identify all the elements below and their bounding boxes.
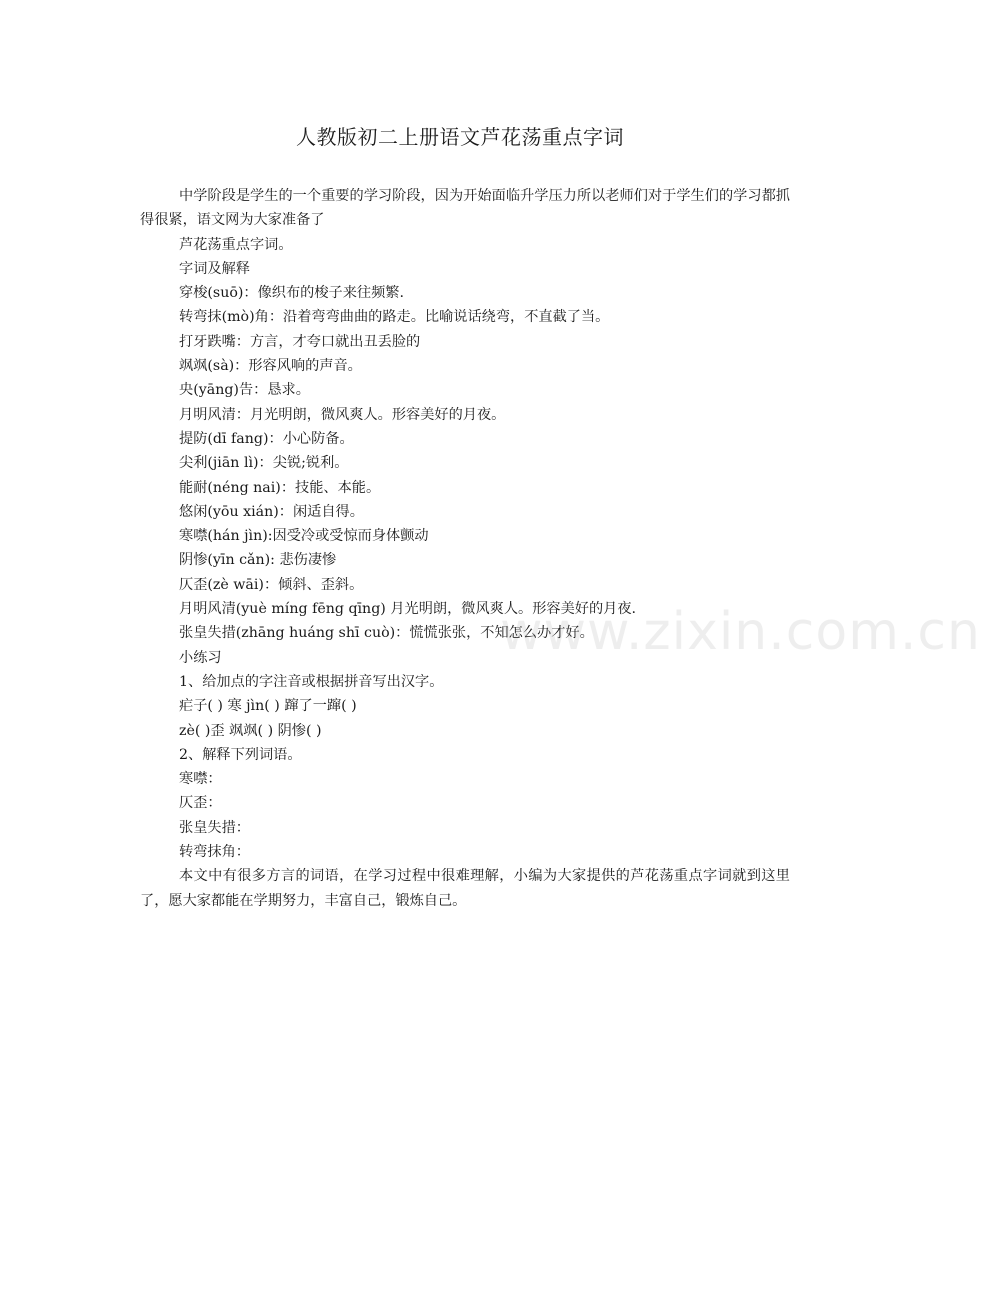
content-line: 打牙跌嘴：方言，才夸口就出丑丢脸的 [179,333,421,350]
closing-paragraph: 本文中有很多方言的词语，在学习过程中很难理解，小编为大家提供的芦花荡重点字词就到这里了，愿大家都能在学期努力，丰富自己，锻炼自己。 [140,868,790,909]
content-line: 央(yāng)告：恳求。 [179,382,310,399]
watermark: www.zixin.com.cn [500,602,981,662]
content-line: 芦花荡重点字词。 [179,236,293,253]
content-lines [140,233,790,865]
content-line: 阴惨(yīn cǎn): 悲伤凄惨 [179,552,337,569]
content-line: 转弯抹角： [179,844,250,861]
content-line: 1、给加点的字注音或根据拼音写出汉字。 [179,673,444,690]
document-title: 人教版初二上册语文芦花荡重点字词 [296,125,624,149]
document-body [140,184,790,913]
content-line: 疟子( ) 寒 jìn( ) 蹿了一蹿( ) [179,698,357,715]
content-line: 转弯抹(mò)角：沿着弯弯曲曲的路走。比喻说话绕弯，不直截了当。 [179,309,610,326]
content-line: 小练习 [179,649,222,666]
content-line: 月明风清(yuè míng fēng qīng) 月光明朗，微风爽人。形容美好的月夜. [179,601,637,618]
content-line: 仄歪： [179,795,222,812]
content-line: 能耐(néng nai)：技能、本能。 [179,479,381,496]
content-line: zè( )歪 飒飒( ) 阴惨( ) [179,722,322,739]
content-line: 2、解释下列词语。 [179,746,302,763]
content-line: 穿梭(suō)：像织布的梭子来往频繁. [179,285,404,302]
content-line: 寒噤(hán jìn):因受冷或受惊而身体颤动 [179,528,429,545]
content-line: 寒噤： [179,771,222,788]
content-line: 尖利(jiān lì)：尖锐;锐利。 [179,455,349,472]
content-line: 提防(dī fang)：小心防备。 [179,430,354,447]
intro-paragraph: 中学阶段是学生的一个重要的学习阶段，因为开始面临升学压力所以老师们对于学生们的学习都抓得很紧，语文网为大家准备了 [140,188,790,229]
content-line: 悠闲(yōu xián)：闲适自得。 [179,503,364,520]
content-line: 飒飒(sà)：形容风响的声音。 [179,358,362,375]
content-line: 仄歪(zè wāi)：倾斜、歪斜。 [179,576,364,593]
content-line: 张皇失措： [179,819,250,836]
content-line: 张皇失措(zhāng huáng shī cuò)：慌慌张张，不知怎么办才好。 [179,625,594,642]
content-line: 字词及解释 [179,260,250,277]
content-line: 月明风清：月光明朗，微风爽人。形容美好的月夜。 [179,406,506,423]
